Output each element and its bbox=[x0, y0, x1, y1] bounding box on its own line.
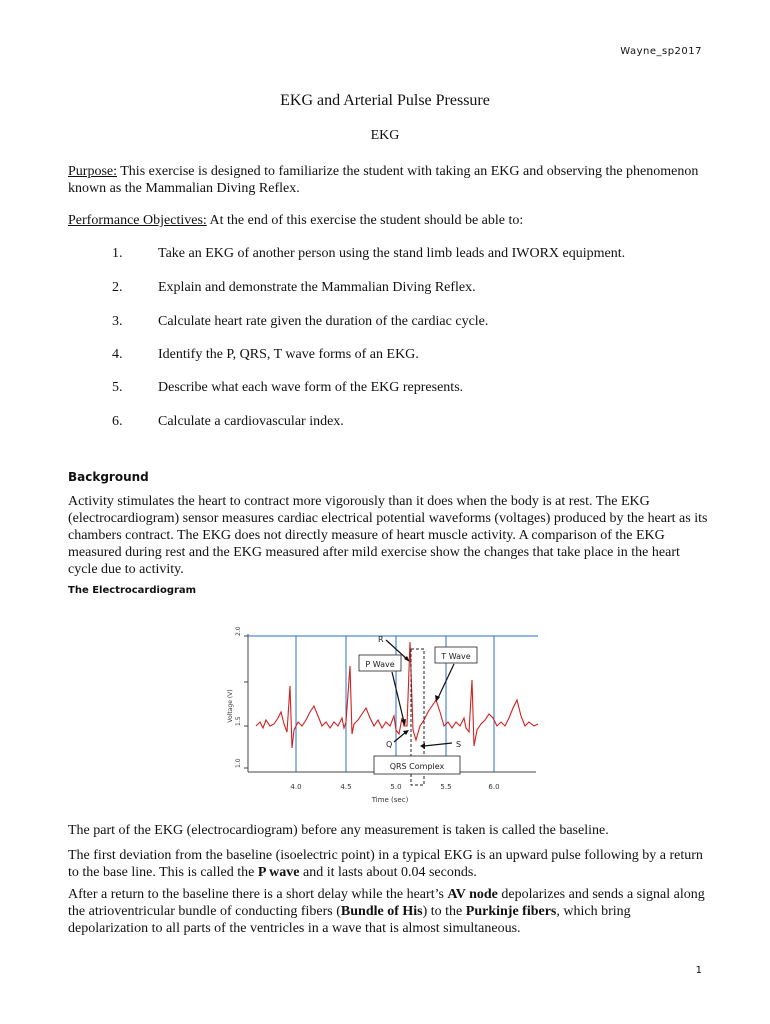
t-wave-label: T Wave bbox=[441, 652, 471, 661]
objective-item bbox=[68, 246, 708, 264]
objectives-intro bbox=[68, 212, 708, 229]
av-text-e: ) to the bbox=[422, 904, 466, 919]
header-tag: Wayne_sp2017 bbox=[620, 46, 702, 57]
ekg-figure bbox=[226, 622, 546, 810]
background-heading: Background bbox=[68, 470, 149, 484]
objective-text: Explain and demonstrate the Mammalian Diving Reflex. bbox=[158, 280, 476, 295]
ekg-paragraph-av-node bbox=[68, 886, 708, 937]
objective-item bbox=[68, 280, 708, 298]
objective-text: Calculate a cardiovascular index. bbox=[158, 414, 344, 429]
x-tick-label: 5.0 bbox=[390, 783, 402, 791]
objective-number: 6. bbox=[112, 414, 123, 429]
background-paragraph: Activity stimulates the heart to contract more vigorously than it does when the body is at rest. The EKG (electrocardiogram) sensor measures cardiac electrical potential waveforms (voltages) produced by the heart as its chambers contract. The EKG does not directly measure of heart muscle activity. A comparison of the EKG measured during rest and the EKG measured after mild exercise show the changes that take place in the heart cycle due to activity. bbox=[68, 494, 708, 577]
objective-number: 2. bbox=[112, 280, 123, 295]
x-tick-label: 4.5 bbox=[340, 783, 352, 791]
page-subtitle: EKG bbox=[370, 128, 400, 143]
objective-text: Take an EKG of another person using the stand limb leads and IWORX equipment. bbox=[158, 246, 626, 261]
av-node-term: AV node bbox=[447, 887, 498, 902]
purpose-text: This exercise is designed to familiarize the student with taking an EKG and observing the phenomenon known as the Mammalian Diving Reflex. bbox=[68, 164, 699, 196]
x-axis-label: Time (sec) bbox=[371, 796, 409, 804]
s-label: S bbox=[456, 740, 462, 749]
objective-number: 1. bbox=[112, 246, 123, 261]
objective-number: 3. bbox=[112, 314, 123, 329]
objective-text: Identify the P, QRS, T wave forms of an EKG. bbox=[158, 347, 419, 362]
objective-number: 4. bbox=[112, 347, 123, 362]
r-label: R bbox=[378, 635, 384, 644]
x-tick-label: 4.0 bbox=[290, 783, 302, 791]
p-wave-label: P Wave bbox=[365, 660, 395, 669]
objective-item bbox=[68, 414, 708, 432]
objective-item bbox=[68, 314, 708, 332]
objectives-label: Performance Objectives: bbox=[68, 213, 207, 228]
ekg-paragraph-p-wave bbox=[68, 847, 708, 881]
y-tick-label: 1.5 bbox=[235, 716, 242, 726]
qrs-label: QRS Complex bbox=[389, 762, 445, 771]
ekg-paragraph-baseline: The part of the EKG (electrocardiogram) before any measurement is taken is called the baseline. bbox=[68, 823, 609, 838]
y-axis-label: Voltage (V) bbox=[227, 689, 234, 723]
bundle-of-his-term: Bundle of His bbox=[340, 904, 423, 919]
objective-item bbox=[68, 380, 708, 398]
av-text-g: , which bring depolarization to all parts of the ventricles in a wave that is almost simultaneous. bbox=[68, 904, 631, 936]
av-text-a: After a return to the baseline there is a short delay while the heart’s bbox=[68, 887, 448, 902]
x-tick-label: 5.5 bbox=[440, 783, 452, 791]
page-number: 1 bbox=[695, 965, 702, 976]
objectives-intro-text: At the end of this exercise the student should be able to: bbox=[206, 213, 524, 228]
purpose-label: Purpose: bbox=[68, 164, 117, 179]
objective-item bbox=[68, 347, 708, 365]
p-wave-text-a: The first deviation from the baseline (isoelectric point) in a typical EKG is an upward pulse following by a return to the base line. This is called the bbox=[68, 848, 703, 880]
q-label: Q bbox=[386, 740, 393, 749]
objective-text: Calculate heart rate given the duration of the cardiac cycle. bbox=[158, 314, 489, 329]
y-tick-label: 1.0 bbox=[235, 758, 242, 768]
objective-text: Describe what each wave form of the EKG represents. bbox=[158, 380, 464, 395]
purkinje-term: Purkinje fibers bbox=[465, 904, 557, 919]
av-text-c: depolarizes and sends a signal along the atrioventricular bundle of conducting fibers ( bbox=[68, 887, 705, 919]
objective-number: 5. bbox=[112, 380, 123, 395]
y-tick-label: 2.0 bbox=[235, 626, 242, 636]
page-title: EKG and Arterial Pulse Pressure bbox=[280, 92, 490, 109]
purpose-paragraph bbox=[68, 163, 708, 197]
p-wave-text-c: and it lasts about 0.04 seconds. bbox=[299, 865, 477, 880]
p-wave-term: P wave bbox=[257, 865, 300, 880]
x-tick-label: 6.0 bbox=[488, 783, 500, 791]
ekg-heading: The Electrocardiogram bbox=[68, 585, 197, 596]
